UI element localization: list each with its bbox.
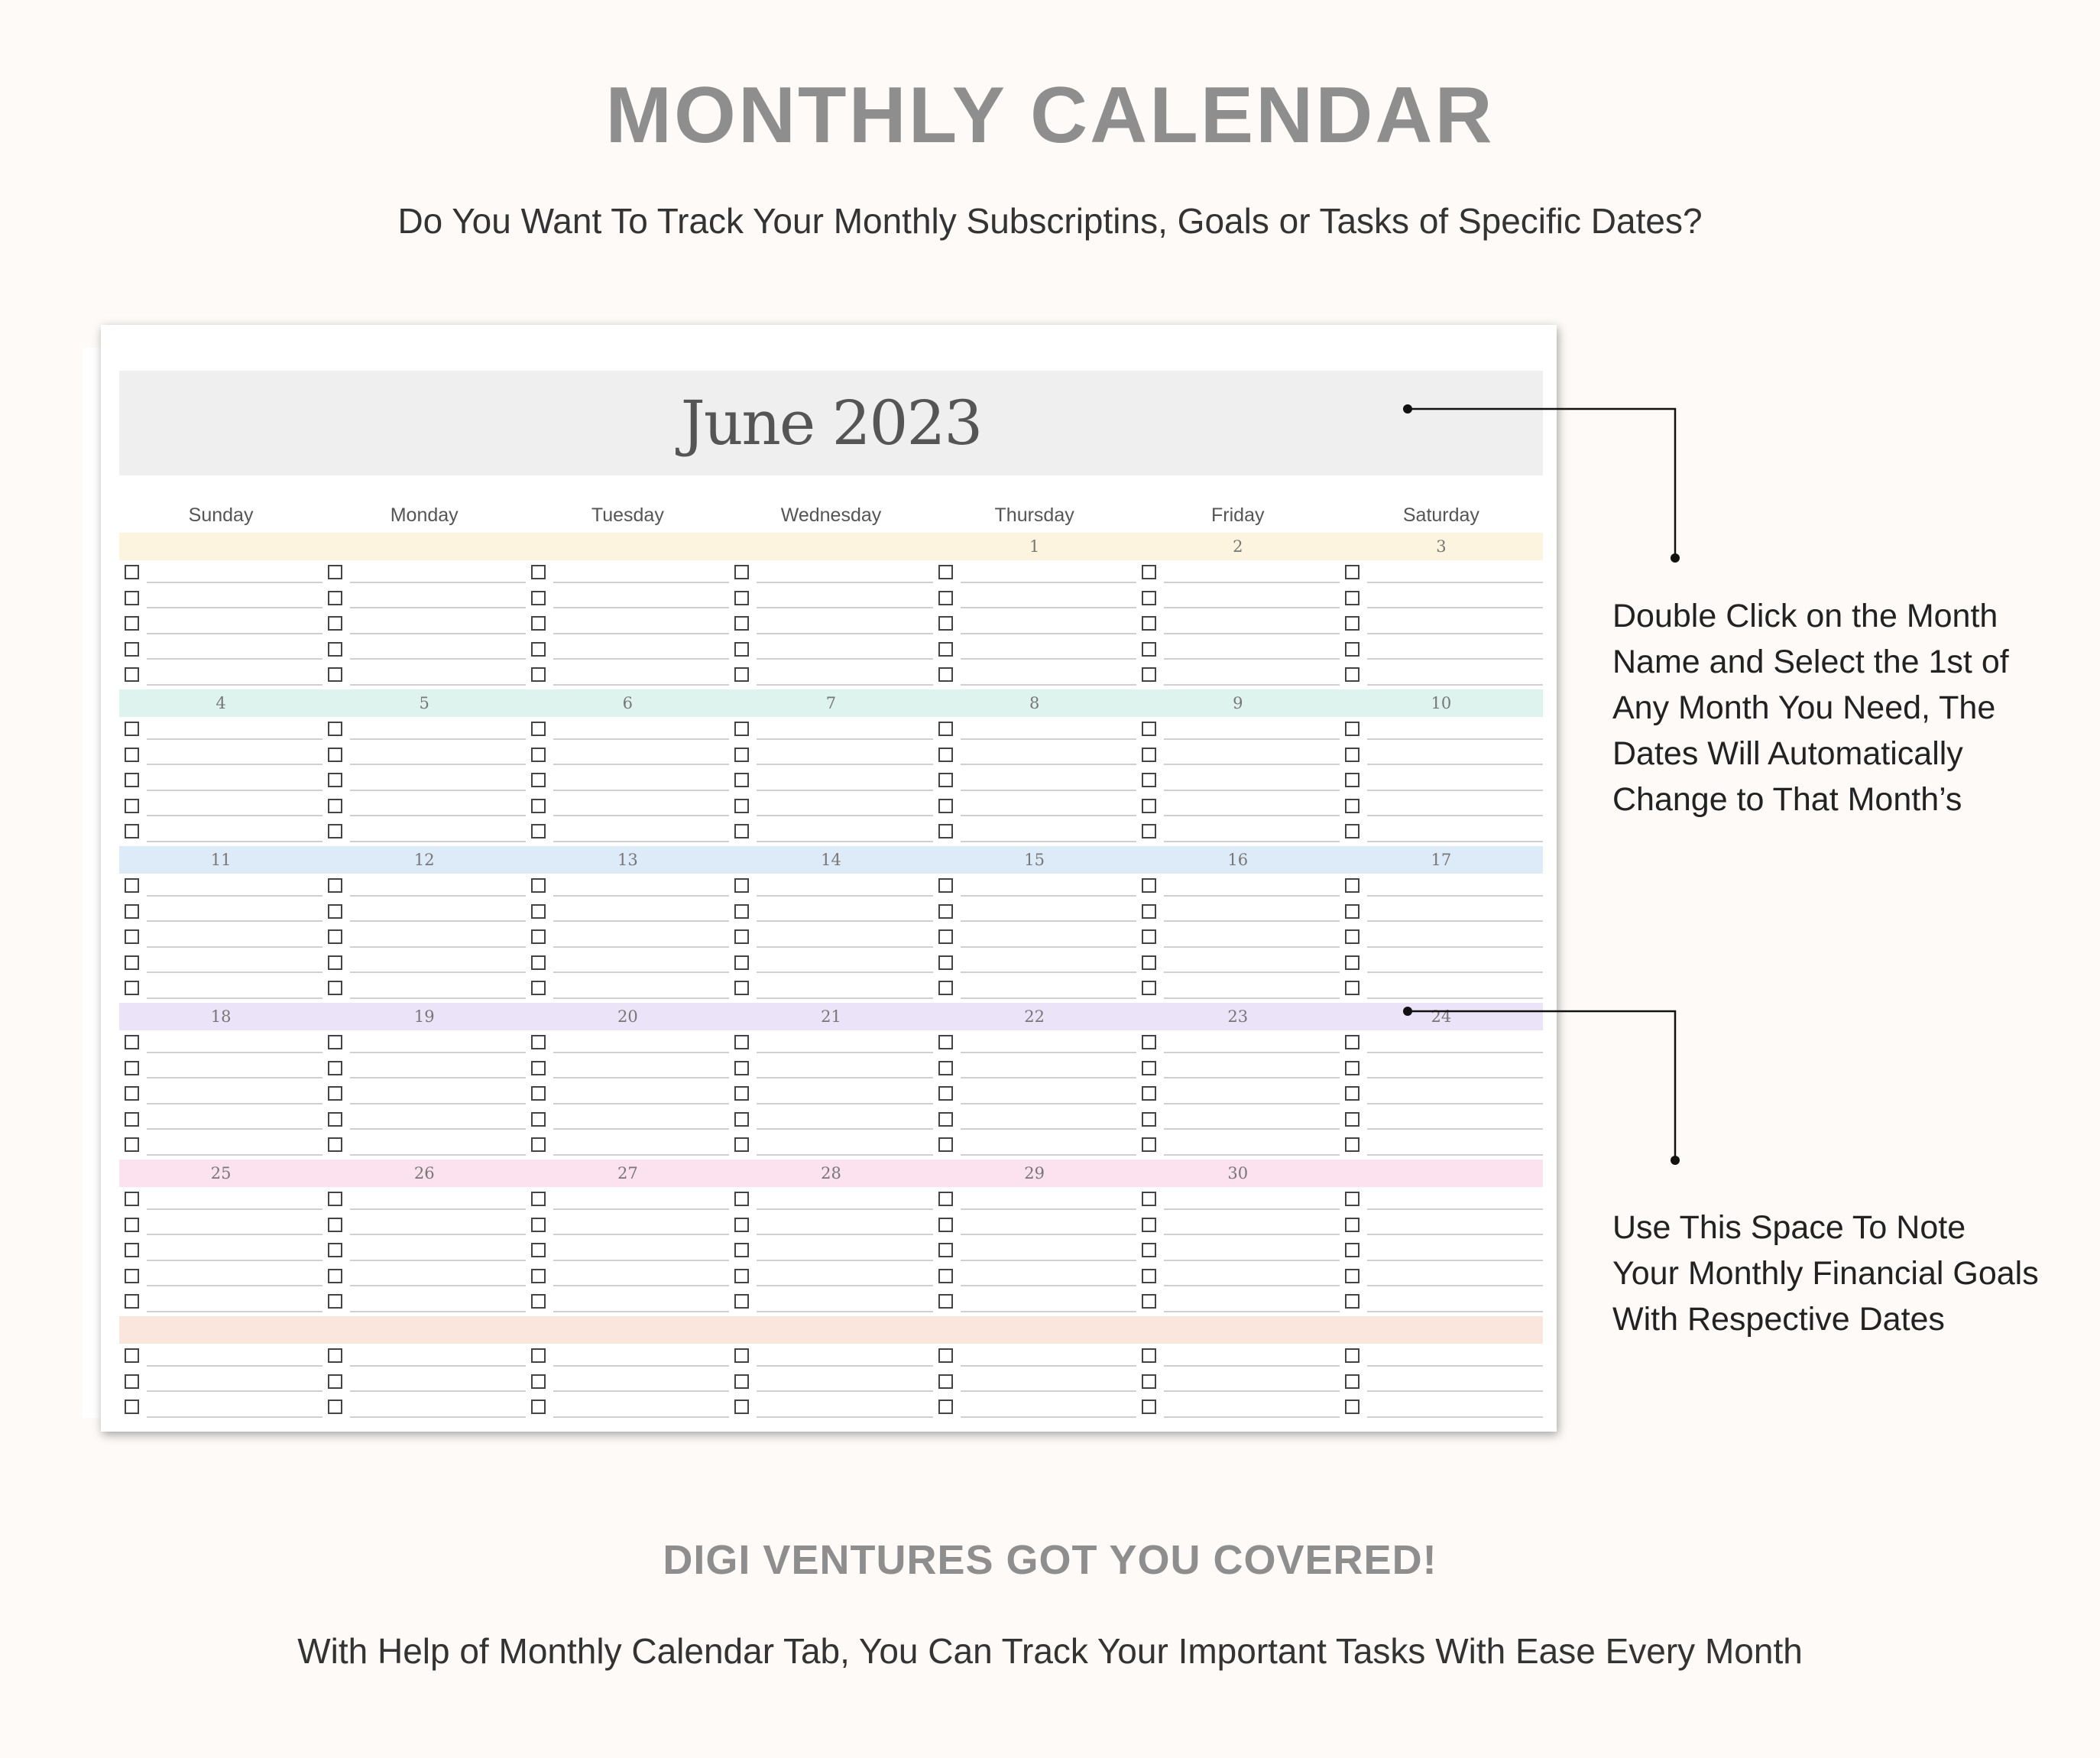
date-number: 1 — [1029, 537, 1040, 556]
date-number: 27 — [617, 1164, 638, 1182]
note-financial-goals: Use This Space To Note Your Monthly Financial Goals With Respective Dates — [1612, 1209, 2039, 1338]
date-number: 11 — [210, 851, 232, 869]
date-number: 18 — [210, 1007, 232, 1026]
date-number: 2 — [1233, 537, 1243, 556]
weekday-label: Thursday — [994, 504, 1074, 526]
date-number: 9 — [1233, 694, 1243, 712]
weekday-label: Friday — [1211, 504, 1265, 526]
date-number: 16 — [1227, 851, 1249, 869]
date-number: 28 — [821, 1164, 841, 1182]
date-number: 8 — [1029, 694, 1040, 712]
weekday-label: Wednesday — [780, 504, 882, 526]
weekday-label: Sunday — [188, 504, 254, 526]
footer-title: DIGI VENTURES GOT YOU COVERED! — [663, 1537, 1437, 1583]
date-number: 7 — [825, 694, 837, 712]
date-number: 26 — [413, 1164, 435, 1182]
date-number: 19 — [413, 1007, 435, 1026]
date-number: 17 — [1431, 851, 1452, 869]
date-number: 30 — [1227, 1164, 1249, 1182]
date-number: 23 — [1227, 1007, 1249, 1026]
date-number: 25 — [210, 1164, 232, 1182]
date-number: 4 — [216, 694, 226, 712]
date-number: 20 — [617, 1007, 638, 1026]
date-number: 5 — [419, 694, 429, 712]
date-number: 14 — [821, 851, 841, 869]
month-name[interactable]: June 2023 — [119, 371, 1543, 475]
date-number: 12 — [413, 851, 435, 869]
connector-top — [1403, 404, 1680, 563]
date-number: 29 — [1024, 1164, 1045, 1182]
weekday-label: Monday — [390, 504, 459, 526]
page-title: MONTHLY CALENDAR — [605, 71, 1495, 160]
note-month-instructions: Double Click on the Month Name and Select the 1st of Any Month You Need, The Dates Will Automatically Change to That Month’s — [1612, 598, 2009, 818]
date-number: 6 — [622, 694, 634, 712]
connector-bottom — [1403, 1007, 1680, 1165]
date-number: 10 — [1431, 694, 1452, 712]
page-subtitle: Do You Want To Track Your Monthly Subscriptins, Goals or Tasks of Specific Dates? — [397, 201, 1703, 241]
date-number: 22 — [1024, 1007, 1045, 1026]
date-number: 13 — [617, 851, 638, 869]
date-number: 24 — [1431, 1007, 1452, 1026]
footer-text: With Help of Monthly Calendar Tab, You Can Track Your Important Tasks With Ease Every Month — [297, 1631, 1803, 1671]
date-number: 3 — [1436, 537, 1447, 556]
date-number: 15 — [1024, 851, 1045, 869]
weekday-label: Saturday — [1402, 504, 1479, 526]
date-number: 21 — [821, 1007, 841, 1026]
weekday-label: Tuesday — [591, 504, 664, 526]
